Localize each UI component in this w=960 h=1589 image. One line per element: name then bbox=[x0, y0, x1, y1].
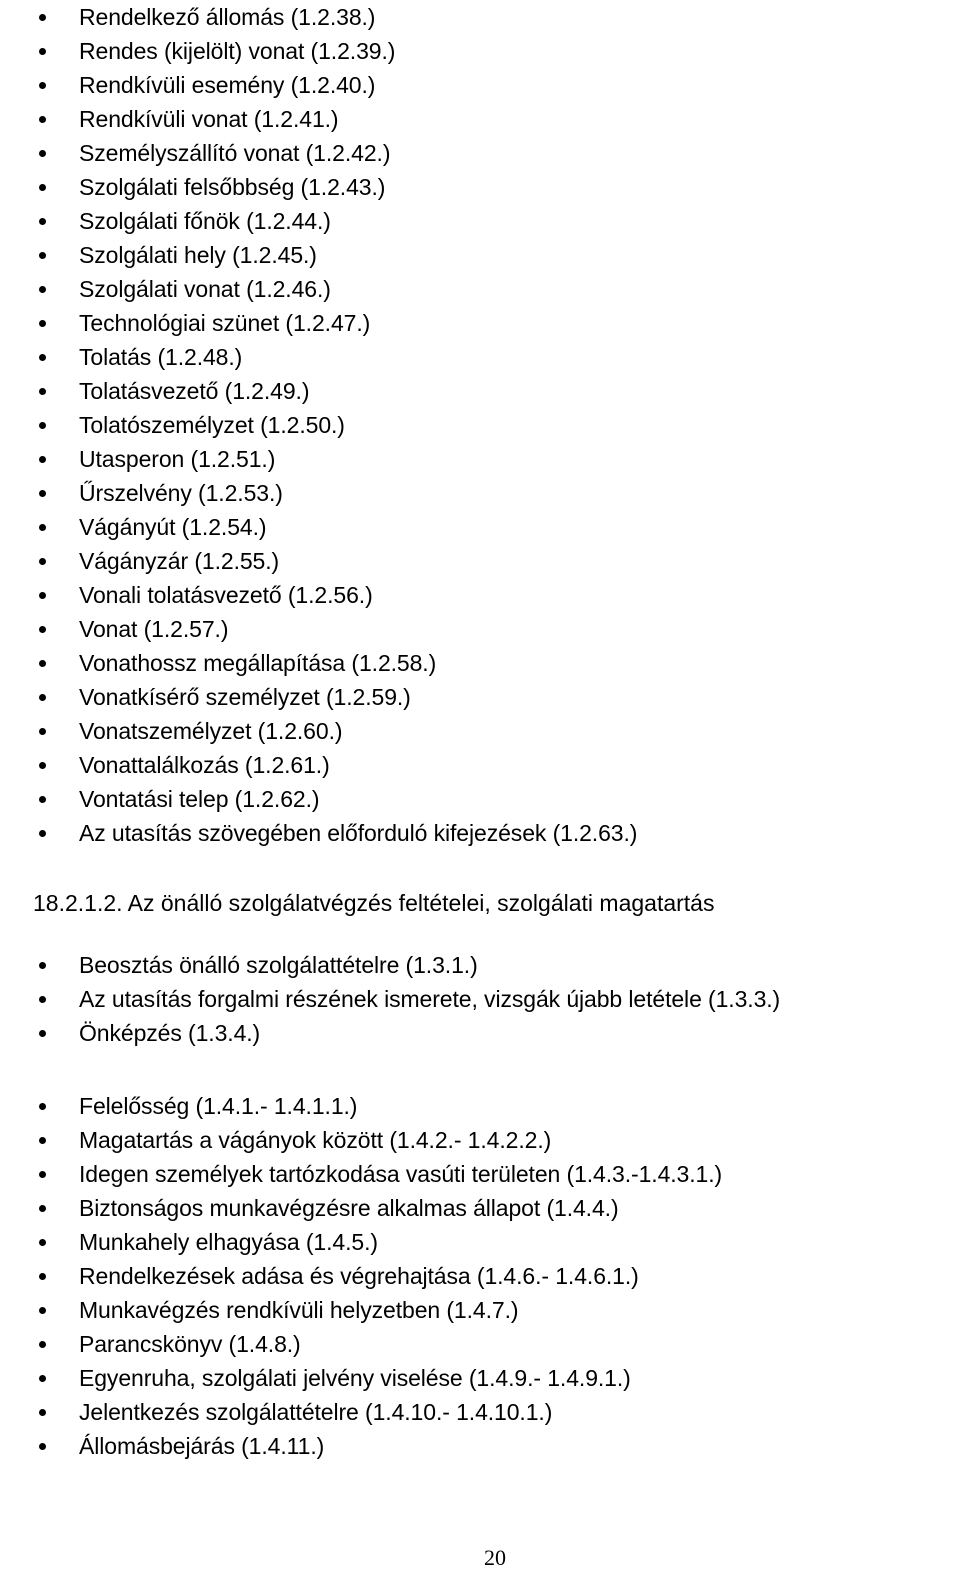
bullet-icon bbox=[39, 422, 46, 429]
list-item-text: Szolgálati főnök (1.2.44.) bbox=[79, 208, 331, 234]
list-item-text: Utasperon (1.2.51.) bbox=[79, 446, 276, 472]
list-item-text: Vonatkísérő személyzet (1.2.59.) bbox=[79, 684, 411, 710]
list-item-text: Egyenruha, szolgálati jelvény viselése (1.4.9.- 1.4.9.1.) bbox=[79, 1365, 631, 1391]
list-item bbox=[0, 748, 960, 782]
list-item bbox=[0, 982, 960, 1016]
list-item bbox=[0, 1293, 960, 1327]
list-item-text: Rendkívüli esemény (1.2.40.) bbox=[79, 72, 376, 98]
list-item-text: Vonatszemélyzet (1.2.60.) bbox=[79, 718, 343, 744]
list-item bbox=[0, 272, 960, 306]
list-item-text: Vonat (1.2.57.) bbox=[79, 616, 229, 642]
bullet-icon bbox=[39, 1239, 46, 1246]
list-item-text: Beosztás önálló szolgálattételre (1.3.1.) bbox=[79, 952, 478, 978]
bullet-icon bbox=[39, 830, 46, 837]
list-item bbox=[0, 408, 960, 442]
list-item-text: Vágányút (1.2.54.) bbox=[79, 514, 267, 540]
bullet-icon bbox=[39, 1341, 46, 1348]
list-item bbox=[0, 1327, 960, 1361]
bullet-icon bbox=[39, 218, 46, 225]
list-item-text: Technológiai szünet (1.2.47.) bbox=[79, 310, 371, 336]
bullet-icon bbox=[39, 592, 46, 599]
list-item-text: Tolatószemélyzet (1.2.50.) bbox=[79, 412, 345, 438]
bullet-icon bbox=[39, 48, 46, 55]
bullet-icon bbox=[39, 1273, 46, 1280]
list-item bbox=[0, 476, 960, 510]
bullet-icon bbox=[39, 1030, 46, 1037]
list-item-text: Űrszelvény (1.2.53.) bbox=[79, 480, 283, 506]
list-item bbox=[0, 374, 960, 408]
list-item bbox=[0, 68, 960, 102]
list-item-text: Szolgálati hely (1.2.45.) bbox=[79, 242, 317, 268]
list-item-text: Tolatásvezető (1.2.49.) bbox=[79, 378, 310, 404]
list-item bbox=[0, 510, 960, 544]
bullet-icon bbox=[39, 286, 46, 293]
list-item bbox=[0, 442, 960, 476]
list-item bbox=[0, 1259, 960, 1293]
list-item bbox=[0, 578, 960, 612]
list-item-text: Magatartás a vágányok között (1.4.2.- 1.4.2.2.) bbox=[79, 1127, 552, 1153]
list-item-text: Munkahely elhagyása (1.4.5.) bbox=[79, 1229, 378, 1255]
bullet-icon bbox=[39, 150, 46, 157]
list-item-text: Rendes (kijelölt) vonat (1.2.39.) bbox=[79, 38, 396, 64]
list-item-text: Parancskönyv (1.4.8.) bbox=[79, 1331, 301, 1357]
bullet-icon bbox=[39, 388, 46, 395]
list-item-text: Munkavégzés rendkívüli helyzetben (1.4.7.) bbox=[79, 1297, 519, 1323]
bullet-icon bbox=[39, 1205, 46, 1212]
list-item-text: Vonattalálkozás (1.2.61.) bbox=[79, 752, 330, 778]
bullet-icon bbox=[39, 14, 46, 21]
list-item bbox=[0, 612, 960, 646]
list-item bbox=[0, 1395, 960, 1429]
list-item bbox=[0, 170, 960, 204]
bullet-icon bbox=[39, 996, 46, 1003]
list-item bbox=[0, 1361, 960, 1395]
list-item-text: Vágányzár (1.2.55.) bbox=[79, 548, 280, 574]
list-item-text: Rendelkezések adása és végrehajtása (1.4.6.- 1.4.6.1.) bbox=[79, 1263, 639, 1289]
bullet-icon bbox=[39, 490, 46, 497]
list-item-text: Az utasítás forgalmi részének ismerete, vizsgák újabb letétele (1.3.3.) bbox=[79, 986, 781, 1012]
bullet-icon bbox=[39, 1171, 46, 1178]
list-item bbox=[0, 136, 960, 170]
list-item-text: Vontatási telep (1.2.62.) bbox=[79, 786, 320, 812]
bullet-icon bbox=[39, 626, 46, 633]
list-item bbox=[0, 238, 960, 272]
bullet-icon bbox=[39, 456, 46, 463]
list-item bbox=[0, 714, 960, 748]
list-item bbox=[0, 544, 960, 578]
list-item-text: Önképzés (1.3.4.) bbox=[79, 1020, 261, 1046]
list-item-text: Szolgálati felsőbbség (1.2.43.) bbox=[79, 174, 386, 200]
list-item bbox=[0, 34, 960, 68]
list-item-text: Rendelkező állomás (1.2.38.) bbox=[79, 4, 376, 30]
bullet-icon bbox=[39, 354, 46, 361]
list-item bbox=[0, 204, 960, 238]
bullet-icon bbox=[39, 524, 46, 531]
list-item bbox=[0, 1123, 960, 1157]
list-item-text: Vonathossz megállapítása (1.2.58.) bbox=[79, 650, 437, 676]
list-item bbox=[0, 948, 960, 982]
list-item bbox=[0, 646, 960, 680]
list-item bbox=[0, 1089, 960, 1123]
list-item-text: Személyszállító vonat (1.2.42.) bbox=[79, 140, 391, 166]
bullet-icon bbox=[39, 1307, 46, 1314]
bullet-icon bbox=[39, 660, 46, 667]
list-item-text: Biztonságos munkavégzésre alkalmas állapot (1.4.4.) bbox=[79, 1195, 619, 1221]
bullet-icon bbox=[39, 184, 46, 191]
bullet-icon bbox=[39, 796, 46, 803]
list-item-text: Felelősség (1.4.1.- 1.4.1.1.) bbox=[79, 1093, 358, 1119]
bullet-icon bbox=[39, 762, 46, 769]
list-item-text: Idegen személyek tartózkodása vasúti területen (1.4.3.-1.4.3.1.) bbox=[79, 1161, 723, 1187]
list-item bbox=[0, 816, 960, 850]
bullet-icon bbox=[39, 1137, 46, 1144]
bullet-icon bbox=[39, 1103, 46, 1110]
list-item bbox=[0, 782, 960, 816]
bullet-icon bbox=[39, 728, 46, 735]
bullet-icon bbox=[39, 962, 46, 969]
bullet-icon bbox=[39, 694, 46, 701]
list-item-text: Állomásbejárás (1.4.11.) bbox=[79, 1433, 325, 1459]
bullet-icon bbox=[39, 116, 46, 123]
bullet-icon bbox=[39, 82, 46, 89]
list-item bbox=[0, 1191, 960, 1225]
list-item bbox=[0, 1157, 960, 1191]
list-item-text: Az utasítás szövegében előforduló kifejezések (1.2.63.) bbox=[79, 820, 638, 846]
list-item bbox=[0, 340, 960, 374]
list-item bbox=[0, 680, 960, 714]
list-item bbox=[0, 306, 960, 340]
list-item bbox=[0, 1429, 960, 1463]
page-number: 20 bbox=[484, 1545, 506, 1570]
list-item bbox=[0, 102, 960, 136]
conduct-list bbox=[0, 1089, 960, 1463]
list-item-text: Tolatás (1.2.48.) bbox=[79, 344, 243, 370]
list-item-text: Jelentkezés szolgálattételre (1.4.10.- 1.4.10.1.) bbox=[79, 1399, 553, 1425]
qualification-list bbox=[0, 948, 960, 1050]
list-item-text: Vonali tolatásvezető (1.2.56.) bbox=[79, 582, 373, 608]
list-item bbox=[0, 1016, 960, 1050]
bullet-icon bbox=[39, 1375, 46, 1382]
bullet-icon bbox=[39, 252, 46, 259]
bullet-icon bbox=[39, 1443, 46, 1450]
bullet-icon bbox=[39, 1409, 46, 1416]
list-item-text: Szolgálati vonat (1.2.46.) bbox=[79, 276, 331, 302]
bullet-icon bbox=[39, 558, 46, 565]
list-item bbox=[0, 0, 960, 34]
bullet-icon bbox=[39, 320, 46, 327]
section-heading: 18.2.1.2. Az önálló szolgálatvégzés feltételei, szolgálati magatartás bbox=[33, 890, 715, 916]
list-item-text: Rendkívüli vonat (1.2.41.) bbox=[79, 106, 339, 132]
list-item bbox=[0, 1225, 960, 1259]
